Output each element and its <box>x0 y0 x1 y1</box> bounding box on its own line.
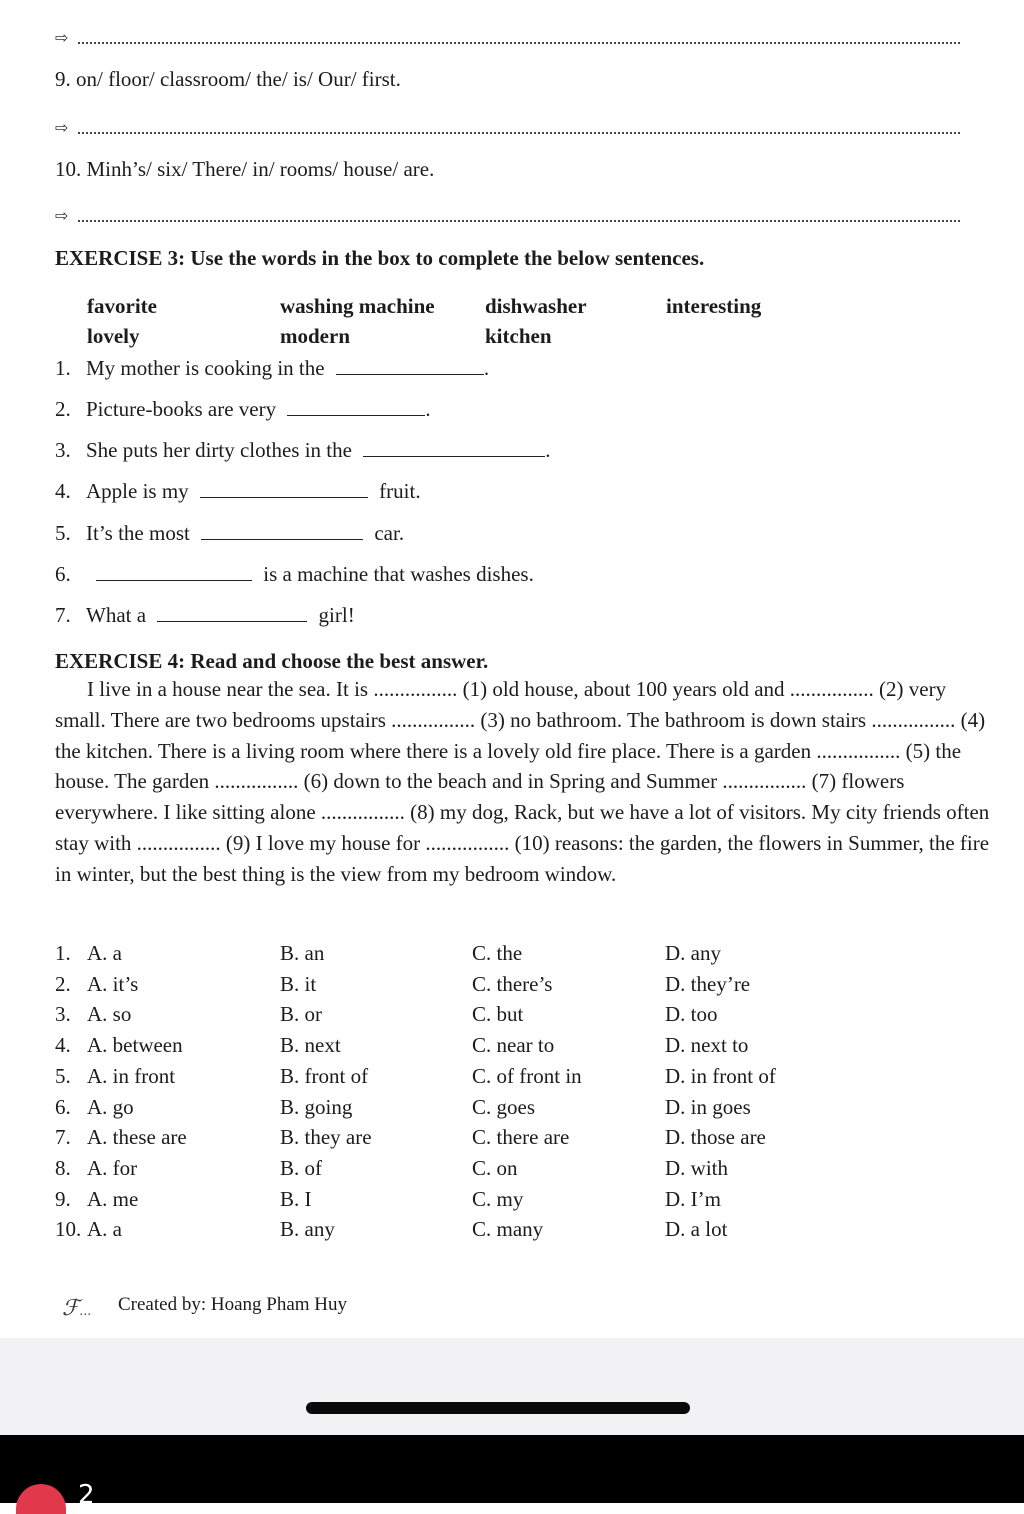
answer-number: 6. <box>55 1095 71 1119</box>
answer-option[interactable]: C. on <box>472 1156 518 1180</box>
ex3-item-2 <box>55 396 431 422</box>
answer-option[interactable]: B. it <box>280 972 317 996</box>
ex3-item-7 <box>55 602 355 628</box>
item-text-after: car. <box>374 521 405 545</box>
fill-blank[interactable] <box>201 521 363 540</box>
fill-blank[interactable] <box>96 562 252 581</box>
answer-line[interactable] <box>78 220 960 222</box>
item-text: What a <box>86 603 147 627</box>
answer-line[interactable] <box>78 132 960 134</box>
fill-blank[interactable] <box>287 397 425 416</box>
answer-line[interactable] <box>78 42 960 44</box>
item-text: My mother is cooking in the <box>86 356 325 380</box>
home-indicator[interactable] <box>306 1402 690 1414</box>
answer-option[interactable]: D. those are <box>665 1125 766 1149</box>
item-number: 1. <box>55 356 71 380</box>
created-by: Created by: Hoang Pham Huy <box>118 1294 348 1315</box>
ex3-item-3 <box>55 437 550 463</box>
word-box-item: dishwasher <box>485 294 587 318</box>
gap-5[interactable]: ................ <box>816 738 901 763</box>
item-text-after: is a machine that washes dishes. <box>263 562 534 586</box>
answer-number: 10. <box>55 1217 82 1241</box>
answer-option[interactable]: A. so <box>87 1002 132 1026</box>
answer-option[interactable]: D. too <box>665 1002 718 1026</box>
word-box-item: washing machine <box>280 294 435 318</box>
item-number: 2. <box>55 397 71 421</box>
item-text-after: . <box>483 356 490 380</box>
answer-option[interactable]: B. of <box>280 1156 322 1180</box>
item-number: 5. <box>55 521 71 545</box>
answer-number: 9. <box>55 1187 71 1211</box>
answer-option[interactable]: A. a <box>87 941 122 965</box>
gap-10[interactable]: ................ <box>425 830 510 855</box>
exercise-3-heading: EXERCISE 3: Use the words in the box to complete the below sentences. <box>55 246 705 270</box>
answer-option[interactable]: A. a <box>87 1217 122 1241</box>
answer-option[interactable]: C. there’s <box>472 972 553 996</box>
answer-option[interactable]: D. in goes <box>665 1095 751 1119</box>
reaction-bar <box>0 1435 1024 1503</box>
fill-blank[interactable] <box>200 479 368 498</box>
answer-option[interactable]: B. next <box>280 1033 341 1057</box>
answer-option[interactable]: C. near to <box>472 1033 555 1057</box>
word-box-item: lovely <box>87 324 140 348</box>
answer-option[interactable]: B. any <box>280 1217 335 1241</box>
answer-option[interactable]: C. there are <box>472 1125 570 1149</box>
question-9: 9. on/ floor/ classroom/ the/ is/ Our/ first. <box>55 67 401 91</box>
answer-arrow-icon: ⇨ <box>55 118 69 137</box>
answer-number: 8. <box>55 1156 71 1180</box>
answer-option[interactable]: A. in front <box>87 1064 176 1088</box>
answer-option[interactable]: A. for <box>87 1156 138 1180</box>
word-box-item: modern <box>280 324 350 348</box>
item-number: 6. <box>55 562 71 586</box>
ex3-item-5 <box>55 520 404 546</box>
answer-option[interactable]: A. go <box>87 1095 134 1119</box>
gap-3[interactable]: ................ <box>391 707 476 732</box>
signature-icon: ℱ… <box>62 1296 92 1321</box>
gap-4[interactable]: ................ <box>871 707 956 732</box>
item-text-after: . <box>545 438 551 462</box>
answer-number: 4. <box>55 1033 71 1057</box>
fill-blank[interactable] <box>363 438 545 457</box>
answer-option[interactable]: B. going <box>280 1095 353 1119</box>
gap-9[interactable]: ................ <box>136 830 221 855</box>
answer-option[interactable]: D. I’m <box>665 1187 721 1211</box>
answer-arrow-icon: ⇨ <box>55 28 69 47</box>
item-text: Apple is my <box>86 479 189 503</box>
answer-number: 1. <box>55 941 71 965</box>
item-number: 7. <box>55 603 71 627</box>
answer-option[interactable]: B. they are <box>280 1125 372 1149</box>
answer-option[interactable]: A. between <box>87 1033 183 1057</box>
item-number: 4. <box>55 479 71 503</box>
answer-option[interactable]: C. goes <box>472 1095 535 1119</box>
gap-2[interactable]: ................ <box>789 677 874 701</box>
answer-option[interactable]: C. of front in <box>472 1064 582 1088</box>
answer-option[interactable]: A. it’s <box>87 972 139 996</box>
word-box-item: favorite <box>87 294 157 318</box>
item-text-after: girl! <box>318 603 355 627</box>
answer-option[interactable]: D. a lot <box>665 1217 728 1241</box>
answer-option[interactable]: D. they’re <box>665 972 751 996</box>
ex3-item-6 <box>55 561 534 587</box>
answer-option[interactable]: C. my <box>472 1187 524 1211</box>
answer-option[interactable]: B. front of <box>280 1064 369 1088</box>
reaction-count: 2 <box>78 1480 95 1510</box>
ex3-item-4 <box>55 478 421 504</box>
answer-option[interactable]: C. but <box>472 1002 524 1026</box>
fill-blank[interactable] <box>157 603 307 622</box>
viewer-bottom-area <box>0 1338 1024 1435</box>
answer-option[interactable]: A. me <box>87 1187 139 1211</box>
answer-option[interactable]: C. the <box>472 941 523 965</box>
question-10: 10. Minh’s/ six/ There/ in/ rooms/ house/ are. <box>55 157 435 181</box>
ex3-item-1 <box>55 355 489 381</box>
word-box-item: kitchen <box>485 324 552 348</box>
answer-number: 7. <box>55 1125 71 1149</box>
answer-number: 5. <box>55 1064 71 1088</box>
answer-option[interactable]: C. many <box>472 1217 544 1241</box>
answer-option[interactable]: D. in front of <box>665 1064 776 1088</box>
gap-8[interactable]: ................ <box>320 800 405 825</box>
item-text: Picture-books are very <box>86 397 277 421</box>
answer-option[interactable]: B. or <box>280 1002 322 1026</box>
word-box-item: interesting <box>666 294 762 318</box>
answer-option[interactable]: D. with <box>665 1156 728 1180</box>
gap-1[interactable]: ................ <box>373 677 458 701</box>
answer-option[interactable]: D. any <box>665 941 721 965</box>
answer-number: 2. <box>55 972 71 996</box>
item-text-after: fruit. <box>379 479 421 503</box>
item-text-after: . <box>425 397 431 421</box>
answer-option[interactable]: B. I <box>280 1187 312 1211</box>
item-text: She puts her dirty clothes in the <box>86 438 352 462</box>
gap-7[interactable]: ................ <box>722 769 807 794</box>
item-text: It’s the most <box>86 521 190 545</box>
answer-option[interactable]: D. next to <box>665 1033 749 1057</box>
answer-arrow-icon: ⇨ <box>55 206 69 225</box>
answer-option[interactable]: B. an <box>280 941 325 965</box>
answer-number: 3. <box>55 1002 71 1026</box>
gap-6[interactable]: ................ <box>214 769 299 794</box>
fill-blank[interactable] <box>336 356 484 375</box>
reading-passage: I live in a house near the sea. It is ................ (1) old house, about 100 years old and ................ (2) very small. There are two bedrooms upstairs ................ (3) no bathroom. The bathroom is down stairs ................ (4) the kitchen. There is a living room where there is a lovely old fire place. There is a garden ................ (5) the house. The garden ................ (6) down to the beach and in Spring and Summer ................ (7) flowers everywhere. I like sitting alone ................ (8) my dog, Rack, but we have a lot of visitors. My city friends often stay with ................ (9) I love my house for ................ (10) reasons: the garden, the flowers in Summer, the fire in winter, but the best thing is the view from my bedroom window. <box>55 677 990 886</box>
answer-option[interactable]: A. these are <box>87 1125 187 1149</box>
exercise-4-heading: EXERCISE 4: Read and choose the best answer. <box>55 649 489 673</box>
item-number: 3. <box>55 438 71 462</box>
